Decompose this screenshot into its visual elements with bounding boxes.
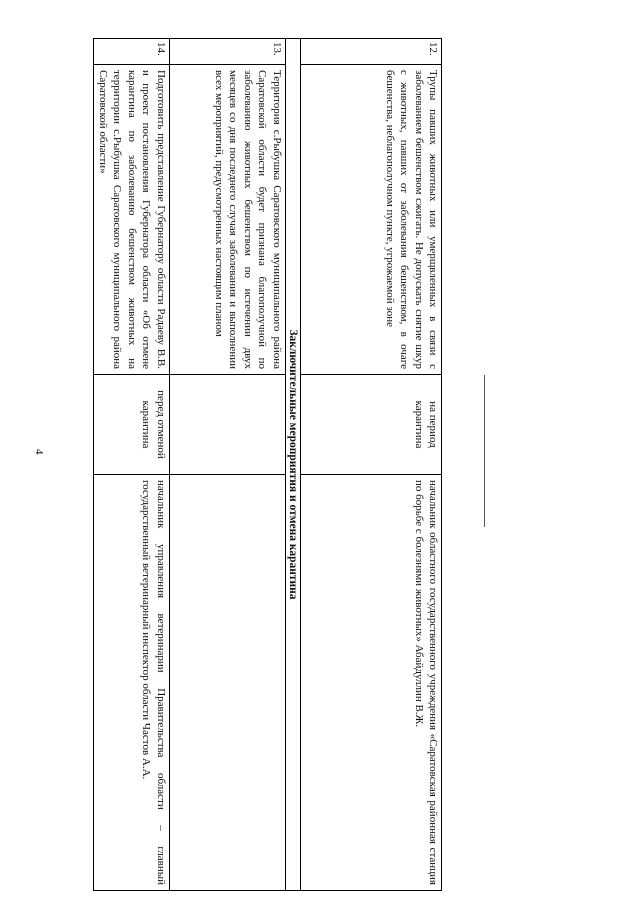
table-row-14 [93,39,169,891]
row-number: 13. [169,39,285,65]
row-number: 14. [93,39,169,65]
responsible-cell: начальник управления ветеринарии Правительства области – главный государственный ветеринарный инспектор области Частов А.А. [93,475,169,891]
term-cell: на период карантина [301,375,442,475]
responsible-cell [169,475,285,891]
quarantine-measures-table [93,38,442,891]
term-cell [169,375,285,475]
action-cell: Территория с.Рыбушка Саратовского муниципального района Саратовской области будет признана благополучной по заболеванию животных бешенством по истечении двух месяцев со дня последнего случая заболевания и выполнении всех мероприятий, предусмотренных настоящим планом [169,65,285,375]
action-cell: Трупы павших животных или умерщвленных в связи с заболеванием бешенством сжигать. Не допускать снятие шкур с животных, павших от заболевания бешенством, в очаге бешенства, неблагополучном пункте, угрожаемой зоне [301,65,442,375]
responsible-cell: начальник областного государственного учреждения «Саратовская районная станция по борьбе с болезнями животных» Абайдуллин В.Ж. [301,475,442,891]
separator-line [484,375,485,527]
section-heading: Заключительные мероприятия и отмена карантина [285,39,300,891]
section-heading-row [285,39,300,891]
table-row-12 [301,39,442,891]
term-cell: перед отменой карантина [93,375,169,475]
action-cell: Подготовить представление Губернатору области Радаеву В.В. и проект постановления Губернатора области «Об отмене карантина по заболеванию бешенством животных на территории с.Рыбушка Саратовского муниципального района Саратовской области» [93,65,169,375]
row-number: 12. [301,39,442,65]
rotated-page-content [94,38,442,890]
table-row-13 [169,39,285,891]
page-number: 4 [33,449,45,455]
